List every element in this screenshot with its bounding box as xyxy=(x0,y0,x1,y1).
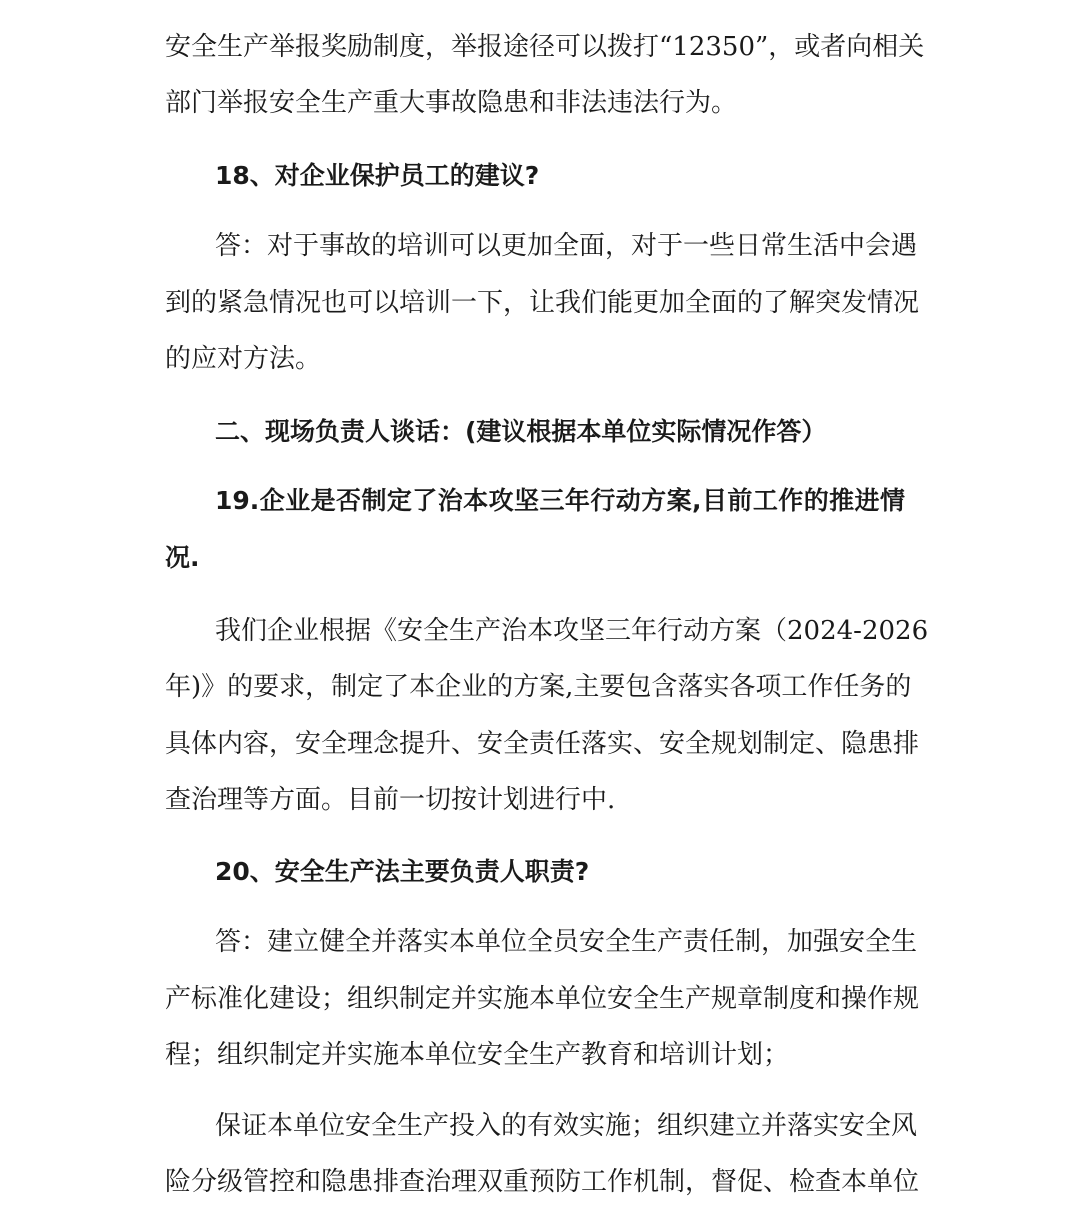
report-paragraph-line-1: 安全生产举报奖励制度，举报途径可以拨打“12350”，或者向相关 xyxy=(165,32,925,62)
answer-20-line-2: 产标准化建设；组织制定并实施本单位安全生产规章制度和操作规 xyxy=(165,984,920,1014)
question-20-heading: 20、安全生产法主要负责人职责? xyxy=(215,857,590,886)
section-2-heading: 二、现场负责人谈话：(建议根据本单位实际情况作答） xyxy=(215,417,827,446)
answer-20-line-3: 程；组织制定并实施本单位安全生产教育和培训计划； xyxy=(165,1040,790,1070)
answer-18-line-2: 到的紧急情况也可以培训一下，让我们能更加全面的了解突发情况 xyxy=(165,288,920,318)
answer-18-line-1: 答：对于事故的培训可以更加全面，对于一些日常生活中会遇 xyxy=(215,231,918,261)
answer-19-line-1: 我们企业根据《安全生产治本攻坚三年行动方案（2024-2026 xyxy=(215,616,929,646)
question-19-line-2: 况. xyxy=(165,543,200,572)
answer-18-line-3: 的应对方法。 xyxy=(165,344,322,374)
question-18-heading: 18、对企业保护员工的建议? xyxy=(215,161,540,190)
answer-19-line-2: 年)》的要求，制定了本企业的方案,主要包含落实各项工作任务的 xyxy=(165,672,912,702)
answer-20b-line-2: 险分级管控和隐患排查治理双重预防工作机制，督促、检查本单位 xyxy=(165,1167,920,1197)
answer-19-line-3: 具体内容，安全理念提升、安全责任落实、安全规划制定、隐患排 xyxy=(165,729,920,759)
question-19-line-1: 19.企业是否制定了治本攻坚三年行动方案,目前工作的推进情 xyxy=(215,486,905,515)
answer-20-line-1: 答：建立健全并落实本单位全员安全生产责任制，加强安全生 xyxy=(215,927,918,957)
answer-20b-line-1: 保证本单位安全生产投入的有效实施；组织建立并落实安全风 xyxy=(215,1111,918,1141)
answer-19-line-4: 查治理等方面。目前一切按计划进行中. xyxy=(165,785,616,815)
report-paragraph-line-2: 部门举报安全生产重大事故隐患和非法违法行为。 xyxy=(165,88,738,118)
